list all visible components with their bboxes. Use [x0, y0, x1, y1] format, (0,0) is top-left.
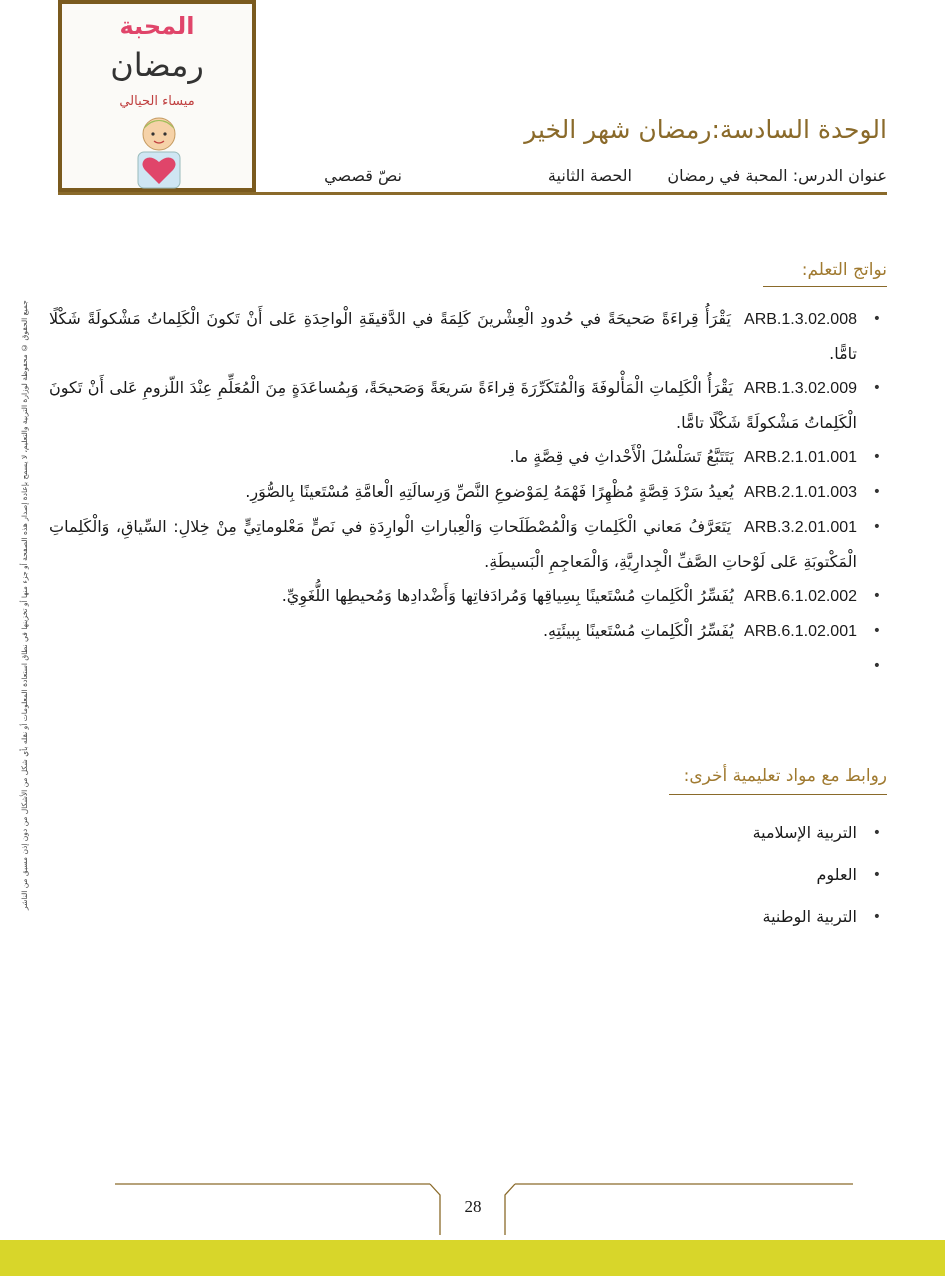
outcome-text: يَتَعَرَّفُ مَعاني الْكَلِماتِ وَالْمُصْطَلَحاتِ وَالْعِباراتِ الْوارِدَةِ في نَصٍّ مَعْلوماتِيٍّ مِنْ خِلالِ: السِّياقِ، وَالْكَلِماتِ الْمَكْتوبَةِ عَلى لَوْحاتِ الصَّفِّ الْجِدارِيَّةِ، وَالْمَعاجِمِ الْبَسيطَةِ.: [49, 517, 857, 571]
outcome-text: يُفَسِّرُ الْكَلِماتِ مُسْتَعينًا بِسِياقِها وَمُرادَفاتِها وَأَضْدادِها وَمُحيطِها اللُّغَوِيِّ.: [281, 586, 734, 605]
header-divider: [58, 192, 887, 195]
child-with-heart-icon: [114, 112, 204, 190]
outcomes-title-underline: [763, 286, 887, 287]
outcome-code: ARB.6.1.02.001: [744, 623, 857, 640]
outcome-code: ARB.1.3.02.009: [744, 380, 857, 397]
links-title-underline: [669, 794, 887, 795]
list-item: [49, 440, 887, 475]
outcome-code: ARB.6.1.02.002: [744, 588, 857, 605]
lesson-info-row: [247, 166, 887, 190]
list-item: [49, 510, 887, 579]
outcome-code: ARB.3.2.01.001: [744, 519, 858, 536]
page-number: 28: [464, 1197, 482, 1216]
list-item: [49, 475, 887, 510]
list-item: [49, 371, 887, 440]
session-label: الحصة الثانية: [547, 166, 632, 185]
cover-author: ميساء الحيالي: [119, 94, 195, 109]
book-cover: [58, 0, 256, 192]
copyright-notice: جميع الحقوق © محفوظة لوزارة التربية والتعليم، لا يسمح بإعادة إصدار هذه الصفحة أو جزء منها أو تخزينها في نطاق استعادة المعلومات أو نقله بأي شكل من الأشكال من دون إذن مسبق من الناشر: [20, 300, 29, 910]
lesson-title: عنوان الدرس: المحبة في رمضان: [667, 166, 887, 185]
cover-title-line2: رمضان: [110, 46, 204, 84]
links-list: [587, 812, 887, 938]
list-item-empty: [49, 649, 887, 683]
outcome-code: ARB.2.1.01.003: [744, 484, 857, 501]
cover-title-line1: المحبة: [119, 12, 195, 40]
outcome-code: ARB.2.1.01.001: [744, 449, 857, 466]
list-item: • العلوم: [587, 854, 887, 896]
outcome-text: يَقْرَأُ الْكَلِماتِ الْمَأْلوفَةَ وَالْمُتَكَرِّرَةَ قِراءَةً سَريعَةً وَصَحيحَةً، وَبِمُساعَدَةٍ مِنَ الْمُعَلِّمِ عِنْدَ اللّزومِ عَلى أَنْ تَكونَ الْكَلِماتُ مَشْكولَةً شَكْلًا تامًّا.: [49, 378, 857, 432]
list-item: [49, 614, 887, 649]
unit-title: الوحدة السادسة:رمضان شهر الخير: [524, 115, 887, 144]
outcomes-list: [49, 302, 887, 683]
text-type-label: نصّ قصصي: [324, 166, 402, 185]
list-item: [49, 579, 887, 614]
outcome-text: يُعيدُ سَرْدَ قِصَّةٍ مُظْهِرًا فَهْمَهُ لِمَوْضوعِ النَّصِّ وَرِسالَتِهِ الْعامَّةِ مُسْتَعينًا بِالصُّوَرِ.: [245, 482, 734, 501]
outcome-text: يَقْرَأُ قِراءَةً صَحيحَةً في حُدودِ الْعِشْرينَ كَلِمَةً في الدَّقيقَةِ الْواحِدَةِ عَلى أَنْ تَكونَ الْكَلِماتُ مَشْكولَةً شَكْلًا تامًّا.: [49, 309, 857, 363]
list-item: [49, 302, 887, 371]
outcome-text: يَتَتَبَّعُ تَسَلْسُلَ الْأَحْداثِ في قِصَّةٍ ما.: [509, 447, 734, 466]
list-item: • التربية الوطنية: [587, 896, 887, 938]
list-item: • التربية الإسلامية: [587, 812, 887, 854]
outcomes-title: نواتج التعلم:: [801, 260, 887, 280]
outcome-code: ARB.1.3.02.008: [744, 311, 857, 328]
outcome-text: يُفَسِّرُ الْكَلِماتِ مُسْتَعينًا بِبيئَتِهِ.: [542, 621, 734, 640]
links-title: روابط مع مواد تعليمية أخرى:: [683, 766, 887, 786]
footer-band: [0, 1240, 945, 1276]
